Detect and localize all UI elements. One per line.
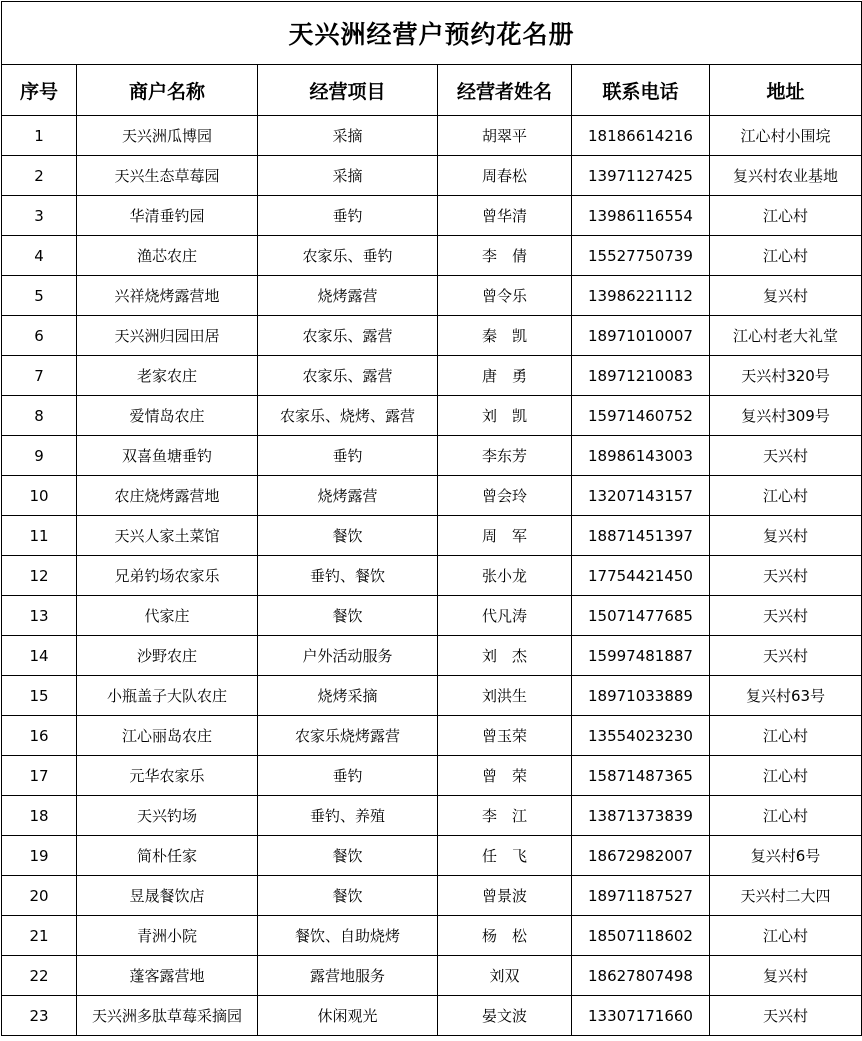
table-row xyxy=(2,476,862,516)
cell-address: 天兴村 xyxy=(710,436,862,476)
cell-operator: 曾会玲 xyxy=(438,476,572,516)
table-row xyxy=(2,436,862,476)
cell-business: 烧烤露营 xyxy=(258,276,438,316)
title-row xyxy=(2,2,862,65)
cell-phone: 13871373839 xyxy=(572,796,710,836)
cell-address: 江心村 xyxy=(710,716,862,756)
cell-merchant: 蓬客露营地 xyxy=(77,956,258,996)
cell-business: 垂钓 xyxy=(258,196,438,236)
cell-business: 餐饮 xyxy=(258,836,438,876)
cell-operator: 刘 杰 xyxy=(438,636,572,676)
cell-address: 复兴村 xyxy=(710,516,862,556)
cell-index: 21 xyxy=(2,916,77,956)
cell-operator: 胡翠平 xyxy=(438,116,572,156)
cell-index: 16 xyxy=(2,716,77,756)
cell-address: 复兴村6号 xyxy=(710,836,862,876)
cell-address: 天兴村二大四 xyxy=(710,876,862,916)
table-row xyxy=(2,836,862,876)
cell-index: 6 xyxy=(2,316,77,356)
cell-operator: 刘 凯 xyxy=(438,396,572,436)
cell-phone: 18672982007 xyxy=(572,836,710,876)
table-row xyxy=(2,236,862,276)
cell-address: 复兴村63号 xyxy=(710,676,862,716)
cell-address: 江心村 xyxy=(710,796,862,836)
cell-operator: 唐 勇 xyxy=(438,356,572,396)
cell-index: 17 xyxy=(2,756,77,796)
table-row xyxy=(2,796,862,836)
table-row xyxy=(2,316,862,356)
cell-operator: 曾令乐 xyxy=(438,276,572,316)
cell-address: 江心村 xyxy=(710,916,862,956)
cell-operator: 张小龙 xyxy=(438,556,572,596)
table-row xyxy=(2,356,862,396)
table-row xyxy=(2,676,862,716)
cell-phone: 13207143157 xyxy=(572,476,710,516)
cell-business: 垂钓 xyxy=(258,436,438,476)
cell-index: 9 xyxy=(2,436,77,476)
table-row xyxy=(2,956,862,996)
cell-address: 复兴村 xyxy=(710,276,862,316)
cell-business: 餐饮 xyxy=(258,516,438,556)
cell-phone: 15997481887 xyxy=(572,636,710,676)
table-row xyxy=(2,636,862,676)
cell-index: 5 xyxy=(2,276,77,316)
cell-merchant: 小瓶盖子大队农庄 xyxy=(77,676,258,716)
cell-merchant: 爱情岛农庄 xyxy=(77,396,258,436)
cell-address: 天兴村 xyxy=(710,636,862,676)
cell-phone: 13971127425 xyxy=(572,156,710,196)
cell-phone: 15527750739 xyxy=(572,236,710,276)
cell-phone: 18971033889 xyxy=(572,676,710,716)
cell-merchant: 江心丽岛农庄 xyxy=(77,716,258,756)
table-row xyxy=(2,156,862,196)
header-operator: 经营者姓名 xyxy=(438,65,572,116)
cell-phone: 18971210083 xyxy=(572,356,710,396)
cell-operator: 曾玉荣 xyxy=(438,716,572,756)
cell-index: 14 xyxy=(2,636,77,676)
cell-business: 烧烤采摘 xyxy=(258,676,438,716)
cell-operator: 李 倩 xyxy=(438,236,572,276)
cell-merchant: 昱晟餐饮店 xyxy=(77,876,258,916)
header-business: 经营项目 xyxy=(258,65,438,116)
cell-index: 15 xyxy=(2,676,77,716)
cell-phone: 18507118602 xyxy=(572,916,710,956)
cell-index: 8 xyxy=(2,396,77,436)
header-index: 序号 xyxy=(2,65,77,116)
cell-operator: 秦 凯 xyxy=(438,316,572,356)
cell-operator: 刘洪生 xyxy=(438,676,572,716)
cell-address: 天兴村 xyxy=(710,556,862,596)
cell-phone: 18971010007 xyxy=(572,316,710,356)
table-row xyxy=(2,396,862,436)
cell-index: 13 xyxy=(2,596,77,636)
cell-index: 10 xyxy=(2,476,77,516)
header-phone: 联系电话 xyxy=(572,65,710,116)
cell-merchant: 简朴任家 xyxy=(77,836,258,876)
cell-phone: 15071477685 xyxy=(572,596,710,636)
cell-phone: 13307171660 xyxy=(572,996,710,1036)
cell-merchant: 元华农家乐 xyxy=(77,756,258,796)
table-row xyxy=(2,916,862,956)
cell-business: 休闲观光 xyxy=(258,996,438,1036)
cell-address: 天兴村 xyxy=(710,996,862,1036)
cell-address: 江心村 xyxy=(710,196,862,236)
table-row xyxy=(2,596,862,636)
cell-business: 农家乐、露营 xyxy=(258,356,438,396)
cell-address: 复兴村 xyxy=(710,956,862,996)
cell-phone: 17754421450 xyxy=(572,556,710,596)
cell-address: 江心村 xyxy=(710,756,862,796)
table-row xyxy=(2,716,862,756)
cell-merchant: 兴祥烧烤露营地 xyxy=(77,276,258,316)
cell-operator: 任 飞 xyxy=(438,836,572,876)
cell-phone: 15871487365 xyxy=(572,756,710,796)
cell-operator: 刘双 xyxy=(438,956,572,996)
cell-phone: 15971460752 xyxy=(572,396,710,436)
cell-index: 11 xyxy=(2,516,77,556)
cell-business: 农家乐、垂钓 xyxy=(258,236,438,276)
cell-business: 餐饮、自助烧烤 xyxy=(258,916,438,956)
cell-merchant: 天兴洲瓜博园 xyxy=(77,116,258,156)
cell-merchant: 天兴人家土菜馆 xyxy=(77,516,258,556)
cell-address: 江心村小围垸 xyxy=(710,116,862,156)
cell-address: 江心村老大礼堂 xyxy=(710,316,862,356)
table-row xyxy=(2,556,862,596)
cell-merchant: 老家农庄 xyxy=(77,356,258,396)
header-row xyxy=(2,65,862,116)
cell-index: 19 xyxy=(2,836,77,876)
cell-index: 18 xyxy=(2,796,77,836)
cell-merchant: 代家庄 xyxy=(77,596,258,636)
cell-business: 农家乐烧烤露营 xyxy=(258,716,438,756)
page-title: 天兴洲经营户预约花名册 xyxy=(2,2,862,65)
cell-business: 餐饮 xyxy=(258,876,438,916)
cell-business: 农家乐、露营 xyxy=(258,316,438,356)
cell-phone: 18986143003 xyxy=(572,436,710,476)
cell-merchant: 天兴生态草莓园 xyxy=(77,156,258,196)
cell-business: 烧烤露营 xyxy=(258,476,438,516)
cell-merchant: 天兴洲多肽草莓采摘园 xyxy=(77,996,258,1036)
cell-operator: 晏文波 xyxy=(438,996,572,1036)
header-address: 地址 xyxy=(710,65,862,116)
cell-operator: 杨 松 xyxy=(438,916,572,956)
cell-merchant: 沙野农庄 xyxy=(77,636,258,676)
cell-business: 垂钓、养殖 xyxy=(258,796,438,836)
cell-business: 露营地服务 xyxy=(258,956,438,996)
cell-index: 1 xyxy=(2,116,77,156)
cell-merchant: 兄弟钓场农家乐 xyxy=(77,556,258,596)
cell-index: 7 xyxy=(2,356,77,396)
cell-index: 12 xyxy=(2,556,77,596)
cell-business: 垂钓、餐饮 xyxy=(258,556,438,596)
cell-merchant: 双喜鱼塘垂钓 xyxy=(77,436,258,476)
cell-operator: 李 江 xyxy=(438,796,572,836)
table-row xyxy=(2,756,862,796)
cell-phone: 18971187527 xyxy=(572,876,710,916)
cell-business: 餐饮 xyxy=(258,596,438,636)
cell-phone: 18627807498 xyxy=(572,956,710,996)
table-row xyxy=(2,196,862,236)
cell-address: 天兴村320号 xyxy=(710,356,862,396)
cell-address: 天兴村 xyxy=(710,596,862,636)
roster-table xyxy=(1,1,862,1036)
cell-operator: 曾 荣 xyxy=(438,756,572,796)
cell-operator: 李东芳 xyxy=(438,436,572,476)
header-merchant: 商户名称 xyxy=(77,65,258,116)
table-row xyxy=(2,116,862,156)
cell-business: 垂钓 xyxy=(258,756,438,796)
cell-business: 采摘 xyxy=(258,116,438,156)
cell-merchant: 农庄烧烤露营地 xyxy=(77,476,258,516)
cell-address: 江心村 xyxy=(710,236,862,276)
cell-business: 农家乐、烧烤、露营 xyxy=(258,396,438,436)
cell-merchant: 天兴洲归园田居 xyxy=(77,316,258,356)
cell-index: 20 xyxy=(2,876,77,916)
cell-phone: 13986221112 xyxy=(572,276,710,316)
cell-merchant: 天兴钓场 xyxy=(77,796,258,836)
table-row xyxy=(2,876,862,916)
table-row xyxy=(2,996,862,1036)
cell-merchant: 青洲小院 xyxy=(77,916,258,956)
cell-index: 3 xyxy=(2,196,77,236)
cell-index: 22 xyxy=(2,956,77,996)
cell-address: 复兴村农业基地 xyxy=(710,156,862,196)
cell-address: 复兴村309号 xyxy=(710,396,862,436)
cell-business: 采摘 xyxy=(258,156,438,196)
cell-operator: 代凡涛 xyxy=(438,596,572,636)
cell-index: 2 xyxy=(2,156,77,196)
cell-index: 4 xyxy=(2,236,77,276)
table-body xyxy=(2,116,862,1036)
cell-merchant: 渔芯农庄 xyxy=(77,236,258,276)
cell-phone: 18871451397 xyxy=(572,516,710,556)
table-row xyxy=(2,516,862,556)
cell-business: 户外活动服务 xyxy=(258,636,438,676)
cell-merchant: 华清垂钓园 xyxy=(77,196,258,236)
cell-phone: 18186614216 xyxy=(572,116,710,156)
cell-operator: 周春松 xyxy=(438,156,572,196)
cell-phone: 13986116554 xyxy=(572,196,710,236)
table-row xyxy=(2,276,862,316)
cell-operator: 曾景波 xyxy=(438,876,572,916)
cell-address: 江心村 xyxy=(710,476,862,516)
cell-phone: 13554023230 xyxy=(572,716,710,756)
cell-operator: 周 军 xyxy=(438,516,572,556)
cell-operator: 曾华清 xyxy=(438,196,572,236)
cell-index: 23 xyxy=(2,996,77,1036)
